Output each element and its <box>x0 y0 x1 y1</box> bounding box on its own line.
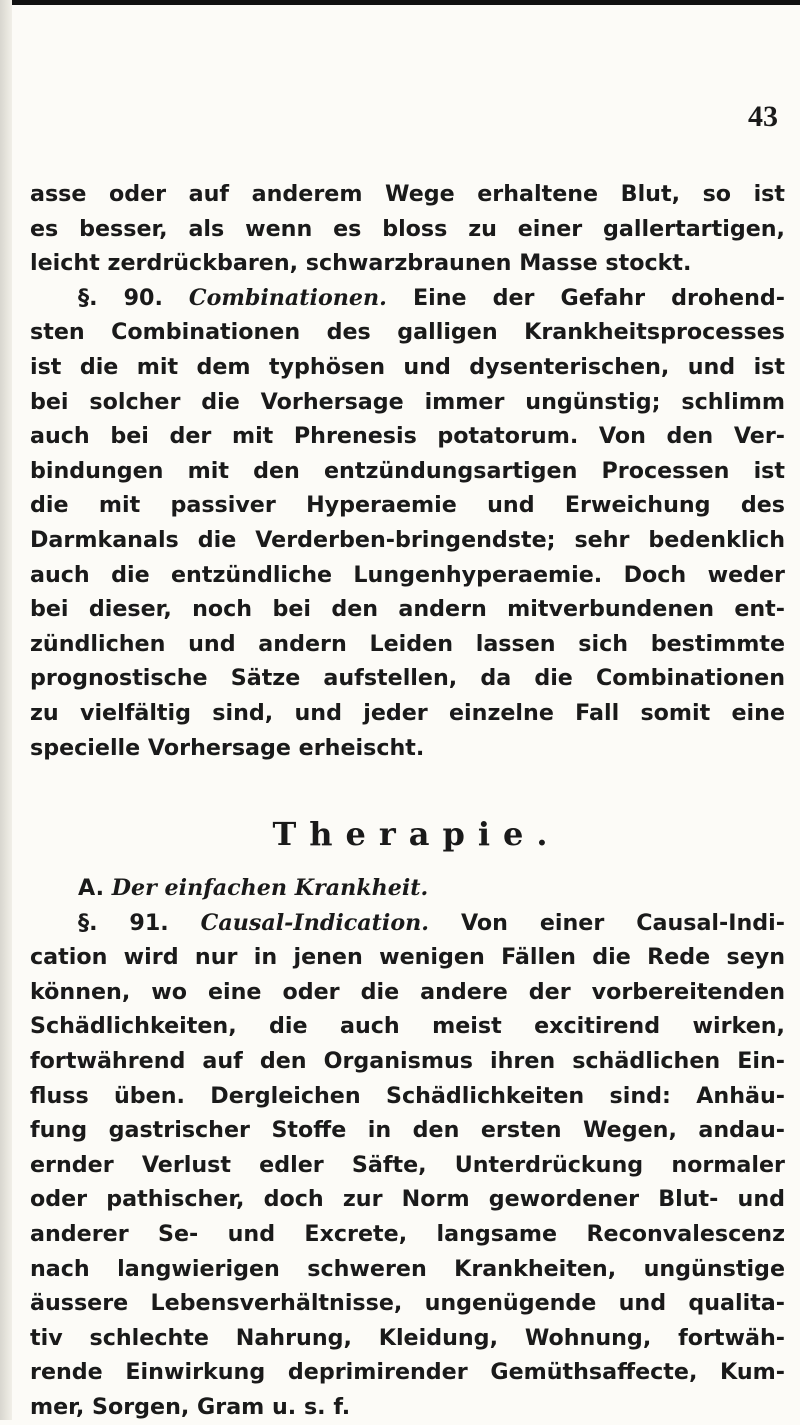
page-body <box>30 177 785 1425</box>
text-line: äussere Lebensverhältnisse, ungenügende und qualita- <box>30 1290 785 1317</box>
text-line: bei solcher die Vorhersage immer ungünstig; schlimm <box>30 388 785 415</box>
subheading-text: Der einfachen Krankheit. <box>111 875 429 902</box>
text-line: fortwährend auf den Organismus ihren schädlichen Ein- <box>30 1048 785 1075</box>
section-91 <box>30 906 785 1425</box>
text-line: die mit passiver Hyperaemie und Erweichung des <box>30 492 785 519</box>
section-title: Causal-Indication. <box>200 909 430 936</box>
text-line: es besser, als wenn es bloss zu einer gallertartigen, <box>30 215 785 242</box>
section-title: Combinationen. <box>188 284 387 311</box>
section-number: §. 90. <box>78 284 163 311</box>
text-line: anderer Se- und Excrete, langsame Reconvalescenz <box>30 1221 785 1248</box>
text-fragment: Eine der Gefahr drohend- <box>412 284 785 311</box>
section-heading-line <box>30 906 785 941</box>
text-line: oder pathischer, doch zur Norm gewordener Blut- und <box>30 1186 785 1213</box>
text-line: Schädlichkeiten, die auch meist excitirend wirken, <box>30 1013 785 1040</box>
text-line: bindungen mit den entzündungsartigen Processen ist <box>30 457 785 484</box>
text-line: asse oder auf anderem Wege erhaltene Blut, so ist <box>30 181 785 207</box>
subheading-letter: A. <box>78 875 105 902</box>
text-line: mer, Sorgen, Gram u. s. f. <box>30 1394 351 1420</box>
chapter-heading: Therapie. <box>272 815 561 854</box>
text-line: ist die mit dem typhösen und dysenterischen, und ist <box>30 353 785 380</box>
section-90 <box>30 281 785 765</box>
text-line: Darmkanals die Verderben-bringendste; sehr bedenklich <box>30 526 785 553</box>
section-heading-line <box>30 281 785 316</box>
section-number: §. 91. <box>78 909 169 936</box>
page-number: 43 <box>748 100 778 133</box>
text-line: tiv schlechte Nahrung, Kleidung, Wohnung, fortwäh- <box>30 1324 785 1351</box>
text-line: ernder Verlust edler Säfte, Unterdrückung normaler <box>30 1151 785 1178</box>
text-line: nach langwierigen schweren Krankheiten, ungünstige <box>30 1255 785 1282</box>
text-line: auch bei der mit Phrenesis potatorum. Von den Ver- <box>30 423 785 450</box>
text-line: fluss üben. Dergleichen Schädlichkeiten sind: Anhäu- <box>30 1082 785 1109</box>
text-line: zu vielfältig sind, und jeder einzelne Fall somit eine <box>30 699 785 726</box>
text-line: auch die entzündliche Lungenhyperaemie. Doch weder <box>30 561 785 588</box>
book-gutter-shadow <box>0 0 12 1420</box>
text-line: cation wird nur in jenen wenigen Fällen die Rede seyn <box>30 944 785 971</box>
text-line: rende Einwirkung deprimirender Gemüthsaffecte, Kum- <box>30 1359 785 1386</box>
text-line: specielle Vorhersage erheischt. <box>30 734 425 761</box>
text-fragment: Von einer Causal-Indi- <box>460 909 785 936</box>
text-line: bei dieser, noch bei den andern mitverbundenen ent- <box>30 596 785 623</box>
text-line: sten Combinationen des galligen Krankheitsprocesses <box>30 319 785 346</box>
page-top-edge <box>0 0 800 5</box>
text-line: prognostische Sätze aufstellen, da die Combinationen <box>30 665 785 692</box>
subheading <box>30 871 785 906</box>
text-line: leicht zerdrückbaren, schwarzbraunen Masse stockt. <box>30 250 692 277</box>
paragraph-continuation <box>30 177 785 281</box>
text-line: zündlichen und andern Leiden lassen sich bestimmte <box>30 630 785 657</box>
text-line: können, wo eine oder die andere der vorbereitenden <box>30 978 785 1005</box>
text-line: fung gastrischer Stoffe in den ersten Wegen, andau- <box>30 1117 785 1144</box>
